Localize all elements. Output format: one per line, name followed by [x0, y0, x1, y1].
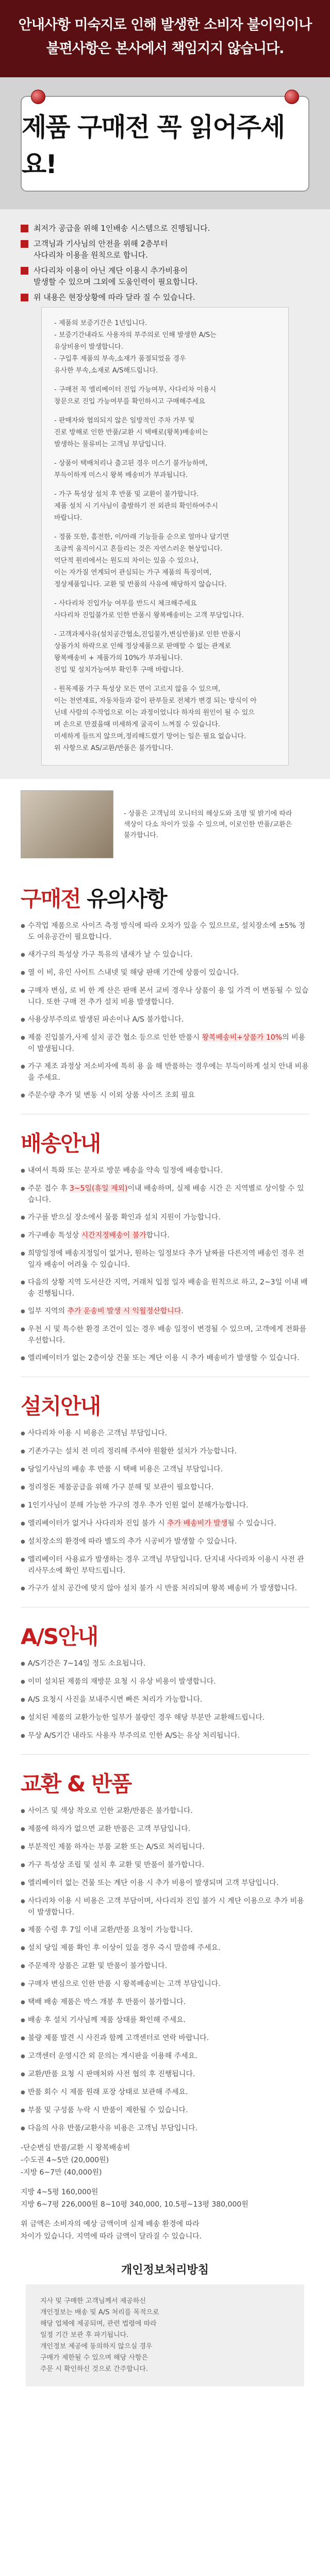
list-item: ● 주문 접수 후 3~5일(휴일 제외)이내 배송하며, 실제 배송 시간 은 지역별로 상이할 수 있습니다. [21, 1183, 309, 1206]
text-line: -단순변심 반품/교환 시 왕복배송비 [21, 2144, 130, 2152]
bullet-icon: ● [21, 1715, 25, 1721]
bullet-icon: ● [21, 1697, 25, 1703]
bullet-icon: ● [21, 923, 25, 929]
list-item: ● 다음의 상황 지역 도서산간 지역, 거래처 입점 일자 배송을 원칙으로 하고, 2~3일 이내 배송 진행됩니다. [21, 1277, 309, 1299]
list-item: ● 가구 특성상 조립 및 설치 후 교환 및 반품이 불가합니다. [21, 1859, 309, 1871]
caution-list [0, 920, 330, 1101]
text-line: 유사한 부속,소재로 A/S해드립니다. [54, 367, 158, 375]
list-item: ● 사용상부주의로 발생된 파손이나 A/S 불가합니다. [21, 1014, 309, 1026]
pin-icon [31, 90, 45, 104]
list-item: ● 가구가 설치 공간에 맞지 않아 설치 불가 시 반품 처리되며 왕복 배송비 가 발생합니다. [21, 1583, 309, 1595]
list-item: ● 가구를 받으실 장소에서 물품 확인과 설치 지원이 가능합니다. [21, 1212, 309, 1224]
list-item: ● 설치된 제품의 교환가능한 일부가 불량인 경우 해당 부분만 교환해드립니다. [21, 1712, 309, 1724]
privacy-box [26, 2284, 304, 2386]
list-item: ● 일부 지역의 추가 운송비 발생 시 익월정산합니다. [21, 1306, 309, 1317]
notice-item: 최저가 공급을 위해 1인배송 시스템으로 진행됩니다. [21, 223, 309, 234]
text-line: - 구매전 꼭 엘리베이터 진입 가능여부, 사다리차 이용시 [54, 386, 217, 394]
bullet-icon: ● [21, 1485, 25, 1490]
list-item: ● 불량 제품 발견 시 사진과 함께 고객센터로 연락 바랍니다. [21, 2032, 309, 2044]
bullet-icon: ● [21, 1826, 25, 1832]
text-line: - 구입후 제품의 부속,소재가 품절되었을 경우 [54, 355, 186, 363]
list-item: ● A/S기간은 7~14일 정도 소요됩니다. [21, 1658, 309, 1670]
bullet-icon: ● [21, 970, 25, 976]
list-item: ● 우천 시 및 특수한 환경 조건이 있는 경우 배송 일정이 변경될 수 있으며, 고객에게 전화를 우선합니다. [21, 1324, 309, 1346]
title-card [21, 96, 309, 192]
list-item: ● 교환/반품 요청 시 판매처와 사전 협의 후 진행됩니다. [21, 2069, 309, 2080]
text-line: 이는 자가질 연계되어 관심되는 가구 제품의 특징이며, [54, 569, 212, 577]
bullet-icon: ● [21, 1431, 25, 1436]
color-notice-row: - 상품은 고객님의 모니터의 해상도와 조명 및 밝기에 따라 색상이 다소 차이가 있을 수 있으며, 이로인한 반품/교환은 불가합니다. [0, 779, 330, 870]
list-item: ● 당일기사님의 배송 후 반품 시 택배 비용은 고객님 부담입니다. [21, 1464, 309, 1476]
list-item: ● A/S 요청시 사진을 보내주시면 빠른 처리가 가능합니다. [21, 1694, 309, 1706]
list-item: ● 수작업 제품으로 사이즈 측정 방식에 따라 오차가 있을 수 있으므로, 설치장소에 ±5% 정도 여유공간이 필요합니다. [21, 920, 309, 943]
as-list [0, 1658, 330, 1742]
bullet-icon: ● [21, 1503, 25, 1509]
text-line: 며 손으로 만졌을때 미세하게 굴곡이 느껴질 수 있습니다. [54, 721, 220, 728]
list-item: ● 구매자 변심, 로 비 한 계 산은 판매 본서 교비 경우나 상품이 용 일 가격 이 변동될 수 있습니다. 또한 구매 전 추가 설치 비용 발생합니다. [21, 985, 309, 1008]
list-item: ● 반품 회수 시 제품 원래 포장 상태로 보관해 주세요. [21, 2087, 309, 2098]
text-line: - 판매자와 협의되지 않은 일방적인 주차 가부 및 [54, 417, 195, 425]
bullet-icon: ● [21, 988, 25, 994]
bullet-icon: ● [21, 1251, 25, 1257]
bullet-icon: ● [21, 1557, 25, 1563]
section-title-install: 설치안내 [21, 1394, 101, 1419]
bullet-icon: ● [21, 1899, 25, 1904]
text-line: 왕복배송비 + 제품가의 10%가 부과됩니다. [54, 654, 183, 662]
bullet-icon: ● [21, 1280, 25, 1285]
bullet-icon: ● [21, 1733, 25, 1739]
list-item: ● 주문수량 추가 및 변동 시 이외 상품 사이즈 조회 필요 [21, 1090, 309, 1101]
bullet-icon: ● [21, 1945, 25, 1951]
list-item: ● 부품 및 구성품 누락 시 반품이 제한될 수 있습니다. [21, 2105, 309, 2116]
text-line: 사다리차 진입불가로 인한 반품시 왕복배송비는 고객 부담입니다. [54, 612, 244, 619]
bullet-icon: ● [21, 1233, 25, 1239]
text-line: 해당 업체에 제공되며, 관련 법령에 따라 [40, 2320, 157, 2328]
list-item: ● 구매자 변심으로 인한 반품 시 왕복배송비는 고객 부담입니다. [21, 1978, 309, 1990]
bullet-icon: ● [21, 1862, 25, 1868]
install-list [0, 1428, 330, 1595]
list-item: ● 엘리베이터 사용료가 발생하는 경우 고객님 부담입니다. 단지내 사다리차 이용시 사전 관리사무소에 확인 부탁드립니다. [21, 1554, 309, 1577]
square-bullet-icon [21, 294, 28, 301]
list-item: ● 1인기사님이 분해 가능한 가구의 경우 추가 인원 없이 분해가능합니다. [21, 1500, 309, 1512]
list-item: ● 설치 당일 제품 확인 후 이상이 있을 경우 즉시 말씀해 주세요. [21, 1942, 309, 1954]
text-line: 지방 4~5평 160,000원 [21, 2188, 98, 2196]
bullet-icon: ● [21, 1521, 25, 1527]
bullet-icon: ● [21, 1963, 25, 1969]
list-item: ● 기존가구는 설치 전 미리 정리해 주셔야 원활한 설치가 가능합니다. [21, 1446, 309, 1458]
notice-item: 고객님과 기사님의 안전을 위해 2층부터 사다리차 이용을 원칙으로 합니다. [21, 238, 309, 261]
bullet-icon: ● [21, 2036, 25, 2041]
bullet-icon: ● [21, 1035, 25, 1041]
text-line: 상품가치 하락으로 인해 정상제품으로 판매할 수 없는 관계로 [54, 642, 231, 650]
list-item: ● 새가구의 특성상 가구 특유의 냄새가 날 수 있습니다. [21, 949, 309, 961]
list-item: ● 택배 배송 제품은 박스 개봉 후 반품이 불가합니다. [21, 1996, 309, 2008]
text-line: 창문으로 진입 가능여부를 확인하시고 구매해주세요 [54, 398, 205, 405]
bullet-icon: ● [21, 1999, 25, 2005]
square-bullet-icon [21, 240, 28, 248]
bullet-icon: ● [21, 2054, 25, 2059]
text-line: 일정 기간 보관 후 파기됩니다. [40, 2331, 129, 2339]
bullet-icon: ● [21, 1093, 25, 1098]
text-line: - 보증기간내라도 사용자의 부주의로 인해 발생한 A/S는 [54, 331, 217, 339]
list-item: ● 다음의 사유 반품/교환사유 비용은 고객님 부담입니다. [21, 2123, 309, 2134]
product-photo [21, 790, 113, 858]
list-item: ● 배송 후 설치 기사님께 제품 상태를 확인해 주세요. [21, 2014, 309, 2026]
text-line: 바랍니다. [54, 514, 82, 522]
bullet-icon: ● [21, 1355, 25, 1361]
text-line: -지방 6~7만 (40,000원) [21, 2168, 102, 2177]
bullet-icon: ● [21, 1844, 25, 1850]
list-item: ● 정리정돈 제품공급을 위해 가구 분해 및 보관이 필요합니다. [21, 1482, 309, 1494]
title-board [0, 77, 330, 209]
text-line: 부득이하게 미스시 왕복 배송비가 부과됩니다. [54, 471, 188, 479]
bullet-icon: ● [21, 2126, 25, 2131]
text-line: 유상비용이 발생합니다. [54, 343, 123, 351]
text-line: 진입 및 설치가능여부 확인후 구매 바랍니다. [54, 666, 184, 674]
bullet-icon: ● [21, 1808, 25, 1814]
text-line: - 제품의 보증기간은 1년입니다. [54, 319, 147, 327]
privacy-title: 개인정보처리방침 [121, 2264, 209, 2277]
list-item: ● 엘리베이터 없는 건물 또는 계단 이용 시 추가 비용이 발생되며 고객 부담입니다. [21, 1877, 309, 1889]
banner-line-1: 안내사항 미숙지로 인해 발생한 소비자 불이익이나 [18, 17, 312, 33]
text-line: 미세하게 들뜨지 않으며,정리해드렸기 망어는 일은 필요 없습니다. [54, 733, 246, 740]
text-line: 지방 6~7평 226,000원 8~10평 340,000, 10.5평~13평 380,000원 [21, 2200, 249, 2209]
list-item: ● 가구 제조 과정상 저소비자에 특히 용 을 해 반품하는 경우에는 부득이하게 설치 안내 비용을 주세요. [21, 1061, 309, 1083]
text-line: 발생하는 물류비는 고객님 부담입니다. [54, 440, 167, 448]
list-item: ● 이미 설치된 제품의 재방문 요청 시 유상 비용이 발생합니다. [21, 1676, 309, 1688]
text-line: 닌데 사람의 수작업으로 이는 과정이었니다 하자의 원인이 될 수 있으 [54, 709, 255, 717]
bullet-icon: ● [21, 1064, 25, 1070]
banner-line-2: 불편사항은 본사에서 책임지지 않습니다. [46, 41, 284, 57]
section-title-delivery: 배송안내 [21, 1131, 101, 1156]
list-item: ● 열 이 비, 유인 사이트 스내넷 및 해당 판매 기간에 상품이 있습니다. [21, 967, 309, 979]
text-line: - 가구 특성상 설치 후 반품 및 교환이 불가합니다. [54, 490, 199, 498]
text-line: 개인정보는 배송 및 A/S 처리를 목적으로 [40, 2309, 159, 2316]
text-line: 지사 및 구매한 고객님께서 제공하신 [40, 2297, 146, 2305]
list-item: ● 주문제작 상품은 교환 및 반품이 불가합니다. [21, 1960, 309, 1972]
bullet-icon: ● [21, 1186, 25, 1192]
text-line: 정상제품입니다. 교환 및 반품의 사유에 해당하지 않습니다. [54, 581, 227, 588]
return-list [0, 1805, 330, 2134]
list-item: ● 제품 수령 후 7일 이내 교환/반품 요청이 가능합니다. [21, 1924, 309, 1936]
bullet-icon: ● [21, 1927, 25, 1933]
bullet-icon: ● [21, 1215, 25, 1221]
bullet-icon: ● [21, 1327, 25, 1332]
section-title-as: A/S안내 [21, 1624, 98, 1649]
return-fee-lines [0, 2141, 330, 2244]
section-title-return: 교환 & 반품 [21, 1771, 131, 1797]
pin-icon [285, 90, 299, 104]
list-item: ● 고객센터 운영시간 외 문의는 게시판을 이용해 주세요. [21, 2050, 309, 2062]
list-item: ● 무상 A/S기간 내라도 사용자 부주의로 인한 A/S는 유상 처리됩니다. [21, 1730, 309, 1742]
list-item: ● 사다리차 이용 시 비용은 고객 부담이며, 사다리차 진입 불가 시 계단 이용으로 추가 비용이 발생합니다. [21, 1895, 309, 1918]
text-line: - 상품이 택배처리나 출고된 경우 미스기 불가능하며, [54, 460, 208, 467]
list-item: ● 부분적인 제품 하자는 부품 교환 또는 A/S로 처리됩니다. [21, 1841, 309, 1853]
bullet-icon: ● [21, 2018, 25, 2023]
terms-panel [41, 307, 289, 766]
text-line: 위 금액은 소비자의 예상 금액이며 실제 배송 환경에 따라 [21, 2220, 200, 2228]
bullet-icon: ● [21, 2090, 25, 2095]
bullet-icon: ● [21, 1981, 25, 1987]
bullet-icon: ● [21, 952, 25, 958]
bullet-icon: ● [21, 1309, 25, 1314]
section-title-caution: 구매전 유의사항 [21, 886, 167, 911]
delivery-list [0, 1165, 330, 1364]
text-line: 구매가 제한될 수 있으며 해당 사항은 [40, 2354, 148, 2362]
text-line: 개인정보 제공에 동의하지 않으실 경우 [40, 2343, 153, 2350]
bullet-icon: ● [21, 1017, 25, 1023]
list-item: ● 사이즈 및 색상 착오로 인한 교환/반품은 불가합니다. [21, 1805, 309, 1817]
bullet-icon: ● [21, 1467, 25, 1472]
notice-item: 사다리차 이용이 아닌 계단 이용시 추가비용이 발생할 수 있으며 그외에 도움인력이 필요합니다. [21, 265, 309, 287]
bullet-icon: ● [21, 1661, 25, 1667]
bullet-icon: ● [21, 1539, 25, 1545]
square-bullet-icon [21, 225, 28, 232]
text-line: 차이가 있습니다. 지역에 따라 금액이 달라질 수 있습니다. [21, 2232, 202, 2241]
bullet-icon: ● [21, 1586, 25, 1591]
list-item: ● 사다리차 이용 시 비용은 고객님 부담입니다. [21, 1428, 309, 1439]
square-bullet-icon [21, 267, 28, 275]
list-item: ● 엘리베이터가 없는 2층이상 건물 또는 계단 이용 시 추가 배송비가 발생할 수 있습니다. [21, 1352, 309, 1364]
list-item: ● 내여서 특화 또는 문자로 방문 배송을 약속 일정에 배송합니다. [21, 1165, 309, 1177]
text-line: - 원목제품 가구 특성상 모든 면이 고르지 않을 수 있으며, [54, 685, 221, 693]
text-line: 제품 설치 시 기사님이 출발하기 전 외관의 확인하여주시 [54, 502, 218, 510]
list-item: ● 희망일정에 배송지정일이 없거나, 원하는 일정보다 추가 날짜를 다른지역 배송인 경우 전 일자 배송이 어려울 수 있습니다. [21, 1248, 309, 1270]
list-item: ● 설치장소의 환경에 따라 별도의 추가 시공비가 발생할 수 있습니다. [21, 1536, 309, 1548]
bullet-icon: ● [21, 1168, 25, 1174]
text-line: 조금씩 움직이시고 흔들리는 것은 자연스러운 현상입니다. [54, 545, 223, 553]
notice-list [0, 209, 330, 779]
text-line: 이는 천연재료, 자동차들과 같이 판부들로 전체가 변경 되는 방식이 아 [54, 697, 257, 705]
bullet-icon: ● [21, 2108, 25, 2113]
notice-item: 위 내용은 현장상황에 따라 달라 질 수 있습니다. [21, 292, 309, 303]
page-title: 제품 구매전 꼭 읽어주세요! [22, 112, 285, 179]
bullet-icon: ● [21, 1679, 25, 1685]
text-line: 억단적 원리에서는 원도의 차이는 있을 수 있으나, [54, 557, 199, 565]
text-line: - 정품 또한, 흠전한, 이/아래 기능들을 순으로 얼마나 답기면 [54, 533, 229, 541]
bullet-icon: ● [21, 2072, 25, 2077]
list-item: ● 제품에 하자가 없으면 교환 반품은 고객 부담입니다. [21, 1823, 309, 1835]
bullet-icon: ● [21, 1449, 25, 1454]
warning-banner [0, 0, 330, 77]
list-item: ● 제품 진입불가,사제 설치 공간 협소 등으로 인한 반품시 왕복배송비+상품가 10%의 비용이 발생됩니다. [21, 1032, 309, 1055]
text-line: - 사다리차 진입가능 여부를 반드시 체크해주세요 [54, 600, 197, 607]
text-line: 진로 방해로 인한 반품/교환 시 택배로(왕복)배송비는 [54, 429, 208, 436]
bullet-icon: ● [21, 1880, 25, 1886]
text-line: - 고객과제사유(설치공간협소,진입불가,변심반품)로 인한 반품시 [54, 631, 241, 638]
list-item: ● 가구배송 특성상 시간지정배송이 불가합니다. [21, 1230, 309, 1242]
text-line: 주문 시 확인하신 것으로 간주합니다. [40, 2365, 148, 2373]
text-line: -수도권 4~5만 (20,000원) [21, 2156, 109, 2164]
text-line: 위 사항으로 AS/교환/반품은 불가합니다. [54, 744, 173, 752]
list-item: ● 엘리베이터가 없거나 사다리차 진입 불가 시 추가 배송비가 발생될 수 있습니다. [21, 1518, 309, 1530]
